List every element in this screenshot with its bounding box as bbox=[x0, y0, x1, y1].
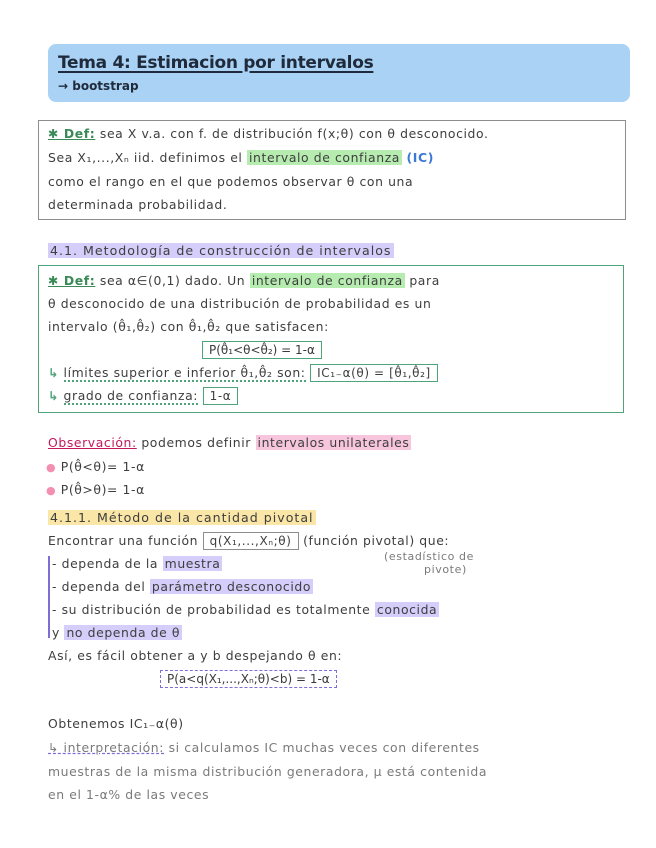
page-subtitle: → bootstrap bbox=[58, 79, 139, 93]
pivot-item-1a: - dependa de la bbox=[52, 556, 159, 571]
def2-equation bbox=[202, 339, 322, 358]
def2-highlight-ic: intervalo de confianza bbox=[251, 273, 403, 288]
pivot-text-1c: (función pivotal) que: bbox=[303, 533, 450, 548]
def1-ic-abbrev: (IC) bbox=[406, 150, 434, 165]
pivot-item-4 bbox=[52, 625, 182, 640]
bullet-icon: ● bbox=[46, 461, 57, 474]
arrow-icon: ↳ bbox=[48, 365, 59, 380]
pivot-equation-text: P(a<q(X₁,...,Xₙ;θ)<b) = 1-α bbox=[160, 670, 337, 688]
section-4-1-1-text: 4.1.1. Método de la cantidad pivotal bbox=[50, 510, 314, 525]
def2-text-1a: sea α∈(0,1) dado. Un bbox=[99, 273, 246, 288]
def2-line-2: θ desconocido de una distribución de probabilidad es un bbox=[48, 296, 432, 311]
section-4-1-heading bbox=[48, 243, 394, 258]
pivot-item-3 bbox=[52, 602, 439, 617]
def2-confidence-value: 1-α bbox=[203, 387, 239, 405]
def2-line-5 bbox=[48, 388, 238, 403]
pivot-text-1a: Encontrar una función bbox=[48, 533, 199, 548]
def2-limits-text: límites superior e inferior θ̂₁,θ̂₂ son: bbox=[63, 365, 306, 380]
pivot-equation bbox=[160, 668, 337, 687]
pivot-item-3a: - su distribución de probabilidad es totalmente bbox=[52, 602, 371, 617]
pivot-item-4a: y bbox=[52, 625, 60, 640]
observation-text: podemos definir bbox=[141, 435, 251, 450]
pivot-note-1: (estadístico de bbox=[384, 550, 475, 563]
observation-b2-text: P(θ̂>θ)= 1-α bbox=[60, 482, 145, 497]
pivot-item-2 bbox=[52, 579, 313, 594]
def1-highlight-ic: intervalo de confianza bbox=[249, 150, 400, 165]
result-line-1: Obtenemos IC₁₋α(θ) bbox=[48, 716, 184, 731]
def1-text-2a: Sea X₁,...,Xₙ iid. definimos el bbox=[48, 150, 243, 165]
interpretation-label: ↳ interpretación: bbox=[48, 740, 165, 755]
list-bracket bbox=[48, 556, 50, 638]
pivot-item-4b: no dependa de θ bbox=[66, 625, 181, 640]
pivot-note-2: pivote) bbox=[424, 563, 467, 576]
def2-label: ✱ Def: bbox=[48, 273, 96, 288]
pivot-function: q(X₁,...,Xₙ;θ) bbox=[203, 532, 299, 550]
arrow-icon: ↳ bbox=[48, 388, 59, 403]
pivot-item-1b: muestra bbox=[164, 556, 221, 571]
bullet-icon: ● bbox=[46, 484, 57, 497]
def1-text-1: sea X v.a. con f. de distribución f(x;θ) con θ desconocido. bbox=[99, 126, 489, 141]
def1-line-3: como el rango en el que podemos observar θ con una bbox=[48, 174, 414, 189]
observation-highlight: intervalos unilaterales bbox=[257, 435, 410, 450]
def1-label: ✱ Def: bbox=[48, 126, 96, 141]
pivot-item-2b: parámetro desconocido bbox=[151, 579, 312, 594]
result-line-4: en el 1-α% de las veces bbox=[48, 787, 210, 802]
observation-bullet-2 bbox=[46, 482, 145, 497]
def2-ic-formula: IC₁₋α(θ) = [θ̂₁,θ̂₂] bbox=[310, 364, 438, 382]
result-line-2 bbox=[48, 740, 480, 755]
def2-confidence-text: grado de confianza: bbox=[63, 388, 199, 403]
pivot-item-3b: conocida bbox=[376, 602, 438, 617]
def2-equation-text: P(θ̂₁<θ<θ̂₂) = 1-α bbox=[202, 341, 322, 359]
def1-line-4: determinada probabilidad. bbox=[48, 197, 228, 212]
observation-label: Observación: bbox=[48, 435, 137, 450]
def2-line-1 bbox=[48, 273, 440, 288]
pivot-line-2: Así, es fácil obtener a y b despejando θ en: bbox=[48, 648, 343, 663]
observation-line bbox=[48, 435, 411, 450]
def1-line-1 bbox=[48, 126, 489, 141]
pivot-item-2a: - dependa del bbox=[52, 579, 146, 594]
observation-bullet-1 bbox=[46, 459, 145, 474]
def1-line-2 bbox=[48, 150, 434, 165]
section-4-1-text: 4.1. Metodología de construcción de intervalos bbox=[50, 243, 392, 258]
pivot-item-1 bbox=[52, 556, 222, 571]
def2-line-4 bbox=[48, 365, 438, 380]
section-4-1-1-heading bbox=[48, 510, 316, 525]
result-text-2b: si calculamos IC muchas veces con diferentes bbox=[168, 740, 480, 755]
observation-b1-text: P(θ̂<θ)= 1-α bbox=[60, 459, 145, 474]
result-line-3: muestras de la misma distribución generadora, μ está contenida bbox=[48, 764, 488, 779]
page-title: Tema 4: Estimacion por intervalos bbox=[58, 53, 374, 73]
def2-line-3: intervalo (θ̂₁,θ̂₂) con θ̂₁,θ̂₂ que satisfacen: bbox=[48, 319, 329, 334]
pivot-line-1 bbox=[48, 533, 449, 548]
def2-text-1c: para bbox=[409, 273, 440, 288]
